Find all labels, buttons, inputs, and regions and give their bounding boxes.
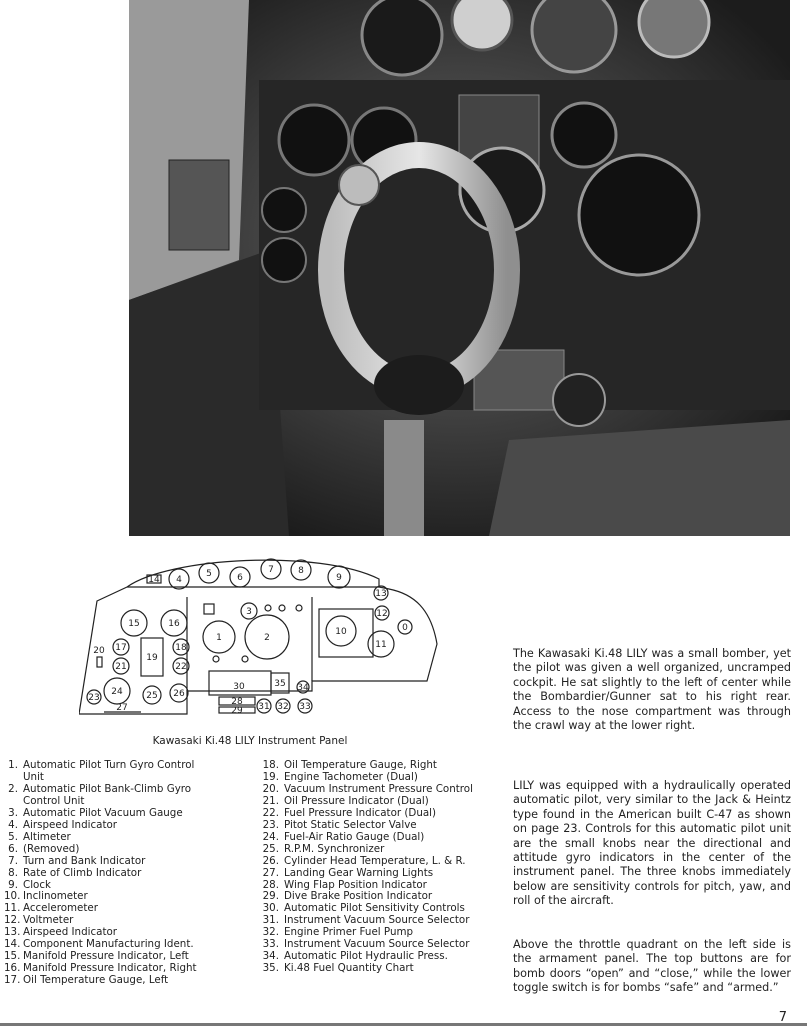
svg-text:20: 20 [93, 646, 105, 656]
legend-number: 31. [262, 914, 279, 927]
legend-number: 10. [4, 890, 21, 903]
svg-text:2: 2 [264, 633, 270, 643]
legend-number: 30. [262, 902, 279, 915]
svg-text:8: 8 [298, 566, 304, 576]
legend-number: 17. [4, 974, 21, 987]
svg-text:19: 19 [146, 653, 158, 663]
legend-text: Instrument Vacuum Source Selector [284, 938, 470, 951]
legend-number: 8. [8, 866, 18, 879]
diagram-caption: Kawasaki Ki.48 LILY Instrument Panel [152, 735, 348, 747]
svg-text:7: 7 [268, 565, 274, 575]
svg-text:35: 35 [274, 679, 286, 689]
cockpit-photo [129, 0, 790, 536]
svg-text:14: 14 [148, 575, 160, 585]
legend-text: Altimeter [23, 830, 71, 843]
legend-number: 28. [262, 878, 279, 891]
svg-text:18: 18 [175, 643, 187, 653]
legend-text: Landing Gear Warning Lights [284, 866, 434, 879]
svg-text:24: 24 [111, 687, 123, 697]
svg-text:28: 28 [231, 697, 243, 707]
svg-text:12: 12 [376, 609, 388, 619]
svg-text:30: 30 [233, 682, 245, 692]
legend-text: Turn and Bank Indicator [23, 854, 146, 867]
legend-number: 20. [262, 782, 279, 795]
legend-text: Automatic Pilot Vacuum Gauge [23, 806, 183, 819]
legend-text: Voltmeter [23, 914, 74, 927]
svg-text:0: 0 [402, 623, 408, 633]
legend-text: Cylinder Head Temperature, L. & R. [284, 854, 466, 867]
svg-text:21: 21 [115, 662, 127, 672]
legend-item [4, 975, 244, 987]
legend-text: Instrument Vacuum Source Selector [284, 914, 470, 927]
svg-text:9: 9 [336, 573, 342, 583]
legend-number: 27. [262, 866, 279, 879]
legend-text: Inclinometer [23, 890, 88, 903]
legend-number: 15. [4, 950, 21, 963]
legend-text: Clock [23, 878, 51, 891]
legend-text: Pitot Static Selector Valve [284, 818, 417, 831]
legend-number: 9. [8, 878, 18, 891]
legend-text: Fuel-Air Ratio Gauge (Dual) [284, 830, 425, 843]
legend-number: 29. [262, 890, 279, 903]
legend-number: 35. [262, 962, 279, 975]
legend-text: Automatic Pilot Hydraulic Press. [284, 950, 448, 963]
legend-text: Automatic Pilot Turn Gyro Control [23, 759, 195, 771]
legend-text: Automatic Pilot Bank-Climb Gyro [23, 782, 192, 795]
legend-number: 18. [262, 759, 279, 771]
legend-text: Rate of Climb Indicator [23, 866, 142, 879]
legend-number: 25. [262, 842, 279, 855]
legend-text: Control Unit [23, 794, 85, 807]
svg-text:10: 10 [335, 627, 347, 637]
legend-text: Component Manufacturing Ident. [23, 938, 194, 951]
legend-text: Fuel Pressure Indicator (Dual) [284, 806, 437, 819]
legend-number: 34. [262, 950, 279, 963]
svg-text:25: 25 [146, 691, 158, 701]
legend-number: 3. [8, 806, 18, 819]
legend-number: 24. [262, 830, 279, 843]
svg-text:1: 1 [216, 633, 222, 643]
legend-text: Ki.48 Fuel Quantity Chart [284, 962, 414, 975]
legend-number: 12. [4, 914, 21, 927]
legend-number: 22. [262, 806, 279, 819]
page-number: 7 [778, 1010, 787, 1025]
svg-text:4: 4 [176, 575, 182, 585]
svg-text:29: 29 [231, 706, 243, 716]
legend-text: Airspeed Indicator [23, 818, 118, 831]
svg-text:15: 15 [128, 619, 140, 629]
paragraph-autopilot: LILY was equipped with a hydraulically operated automatic pilot, very similar to the Jack & Heintz type found in the American built C-47 as shown on page 23. Controls for this automatic pilot unit are the small knobs near the directional and attitude gyro indicators in the center of the instrument panel. The three knobs immediately below are sensitivity controls for pitch, yaw, and roll of the aircraft. [513, 779, 791, 908]
legend-text: Airspeed Indicator [23, 926, 118, 939]
legend-text: Wing Flap Position Indicator [284, 878, 427, 891]
legend-number: 4. [8, 818, 18, 831]
legend-text: Manifold Pressure Indicator, Left [23, 950, 189, 963]
page-rule [0, 1023, 807, 1026]
legend-number: 21. [262, 794, 279, 807]
legend-text: Unit [23, 770, 44, 783]
instrument-panel-diagram [79, 549, 441, 717]
legend-item [262, 963, 507, 975]
legend-text: Dive Brake Position Indicator [284, 890, 433, 903]
legend-text: Oil Pressure Indicator (Dual) [284, 794, 429, 807]
svg-text:11: 11 [375, 640, 387, 650]
svg-text:27: 27 [116, 703, 128, 713]
legend-number: 1. [8, 759, 18, 771]
legend-number: 14. [4, 938, 21, 951]
legend-text: Manifold Pressure Indicator, Right [23, 962, 197, 975]
paragraph-armament: Above the throttle quadrant on the left side is the armament panel. The top buttons are for bomb doors “open” and “close,” while the lower toggle switch is for bombs “safe” and “armed.” [513, 938, 791, 995]
legend-left [4, 760, 244, 987]
svg-text:34: 34 [297, 683, 309, 693]
svg-text:33: 33 [299, 702, 311, 712]
legend-text: Accelerometer [23, 902, 98, 915]
svg-text:13: 13 [375, 589, 387, 599]
legend-number: 6. [8, 842, 18, 855]
legend-text: Engine Primer Fuel Pump [284, 926, 414, 939]
legend-text: (Removed) [23, 842, 80, 855]
legend-number: 11. [4, 902, 21, 915]
legend-text: Engine Tachometer (Dual) [284, 770, 418, 783]
svg-text:3: 3 [246, 607, 252, 617]
svg-text:23: 23 [88, 693, 100, 703]
legend-text: Automatic Pilot Sensitivity Controls [284, 902, 465, 915]
svg-text:32: 32 [277, 702, 289, 712]
legend-number: 32. [262, 926, 279, 939]
svg-text:17: 17 [115, 643, 127, 653]
legend-number: 7. [8, 854, 18, 867]
legend-text: Oil Temperature Gauge, Right [284, 759, 437, 771]
legend-text: Vacuum Instrument Pressure Control [284, 782, 473, 795]
legend-text: R.P.M. Synchronizer [284, 842, 385, 855]
svg-text:6: 6 [237, 573, 243, 583]
svg-text:31: 31 [258, 702, 270, 712]
legend-number: 5. [8, 830, 18, 843]
paragraph-intro: The Kawasaki Ki.48 LILY was a small bomber, yet the pilot was given a well organized, uncramped cockpit. He sat slightly to the left of center while the Bombardier/Gunner sat to his right rear. Access to the nose compartment was through the crawl way at the lower right. [513, 647, 791, 733]
legend-number: 2. [8, 782, 18, 795]
legend-text: Oil Temperature Gauge, Left [23, 974, 169, 987]
legend-number: 16. [4, 962, 21, 975]
legend-right [262, 760, 507, 975]
legend-number: 19. [262, 770, 279, 783]
legend-number: 26. [262, 854, 279, 867]
svg-text:5: 5 [206, 569, 212, 579]
svg-text:26: 26 [173, 689, 185, 699]
svg-text:22: 22 [175, 662, 187, 672]
legend-number: 23. [262, 818, 279, 831]
legend-number: 13. [4, 926, 21, 939]
legend-number: 33. [262, 938, 279, 951]
svg-text:16: 16 [168, 619, 180, 629]
